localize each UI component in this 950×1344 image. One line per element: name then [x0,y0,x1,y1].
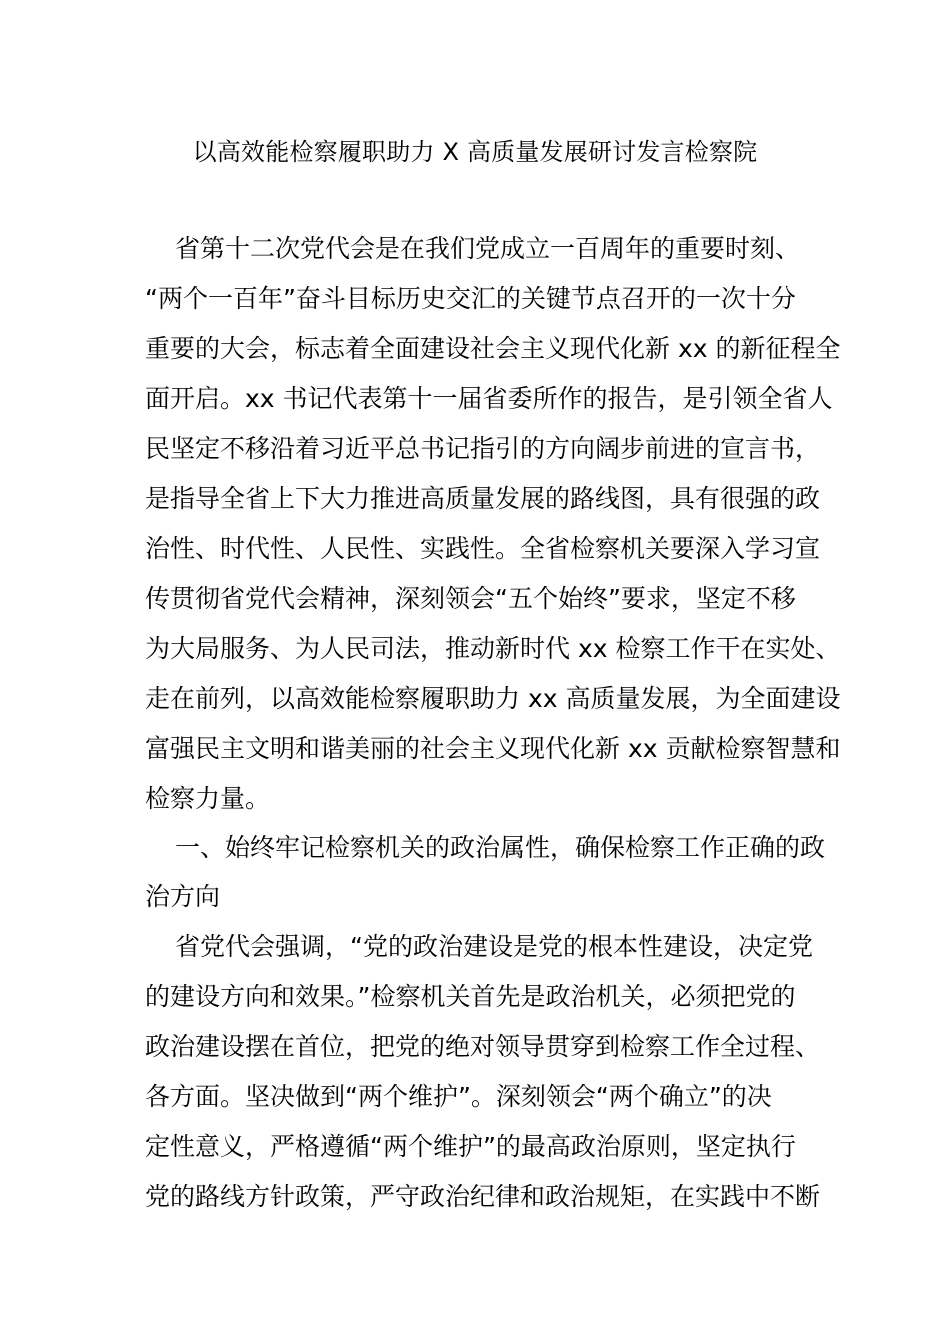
paragraph-line: 定性意义，严格遵循“两个维护”的最高政治原则，坚定执行 [145,1132,796,1161]
paragraph-line: 重要的大会，标志着全面建设社会主义现代化新 xx 的新征程全 [145,334,841,363]
paragraph-line: 检察力量。 [145,784,271,813]
paragraph-line: 为大局服务、为人民司法，推动新时代 xx 检察工作干在实处、 [145,634,841,663]
paragraph-line: 政治建设摆在首位，把党的绝对领导贯穿到检察工作全过程、 [145,1032,821,1061]
paragraph-line: 是指导全省上下大力推进高质量发展的路线图，具有很强的政 [145,484,821,513]
section-heading-line: 治方向 [145,882,221,911]
paragraph-line: 民坚定不移沿着习近平总书记指引的方向阔步前进的宣言书， [145,434,821,463]
paragraph-line: 党的路线方针政策，严守政治纪律和政治规矩，在实践中不断 [145,1182,821,1211]
paragraph-line: 各方面。坚决做到“两个维护”。深刻领会“两个确立”的决 [145,1082,772,1111]
paragraph-line: 传贯彻省党代会精神，深刻领会“五个始终”要求，坚定不移 [145,584,796,613]
paragraph-line: “两个一百年”奋斗目标历史交汇的关键节点召开的一次十分 [145,284,796,313]
paragraph-line: 的建设方向和效果。”检察机关首先是政治机关，必须把党的 [145,982,796,1011]
section-heading-line: 一、始终牢记检察机关的政治属性，确保检察工作正确的政 [175,833,826,862]
paragraph-line: 走在前列，以高效能检察履职助力 xx 高质量发展，为全面建设 [145,684,841,713]
paragraph-line: 面开启。xx 书记代表第十一届省委所作的报告，是引领全省人 [145,384,833,413]
paragraph-line: 治性、时代性、人民性、实践性。全省检察机关要深入学习宣 [145,534,821,563]
paragraph-line: 省第十二次党代会是在我们党成立一百周年的重要时刻、 [175,234,801,263]
paragraph-line: 富强民主文明和谐美丽的社会主义现代化新 xx 贡献检察智慧和 [145,734,841,763]
document-title: 以高效能检察履职助力 X 高质量发展研讨发言检察院 [192,138,758,166]
paragraph-line: 省党代会强调，“党的政治建设是党的根本性建设，决定党 [175,932,813,961]
